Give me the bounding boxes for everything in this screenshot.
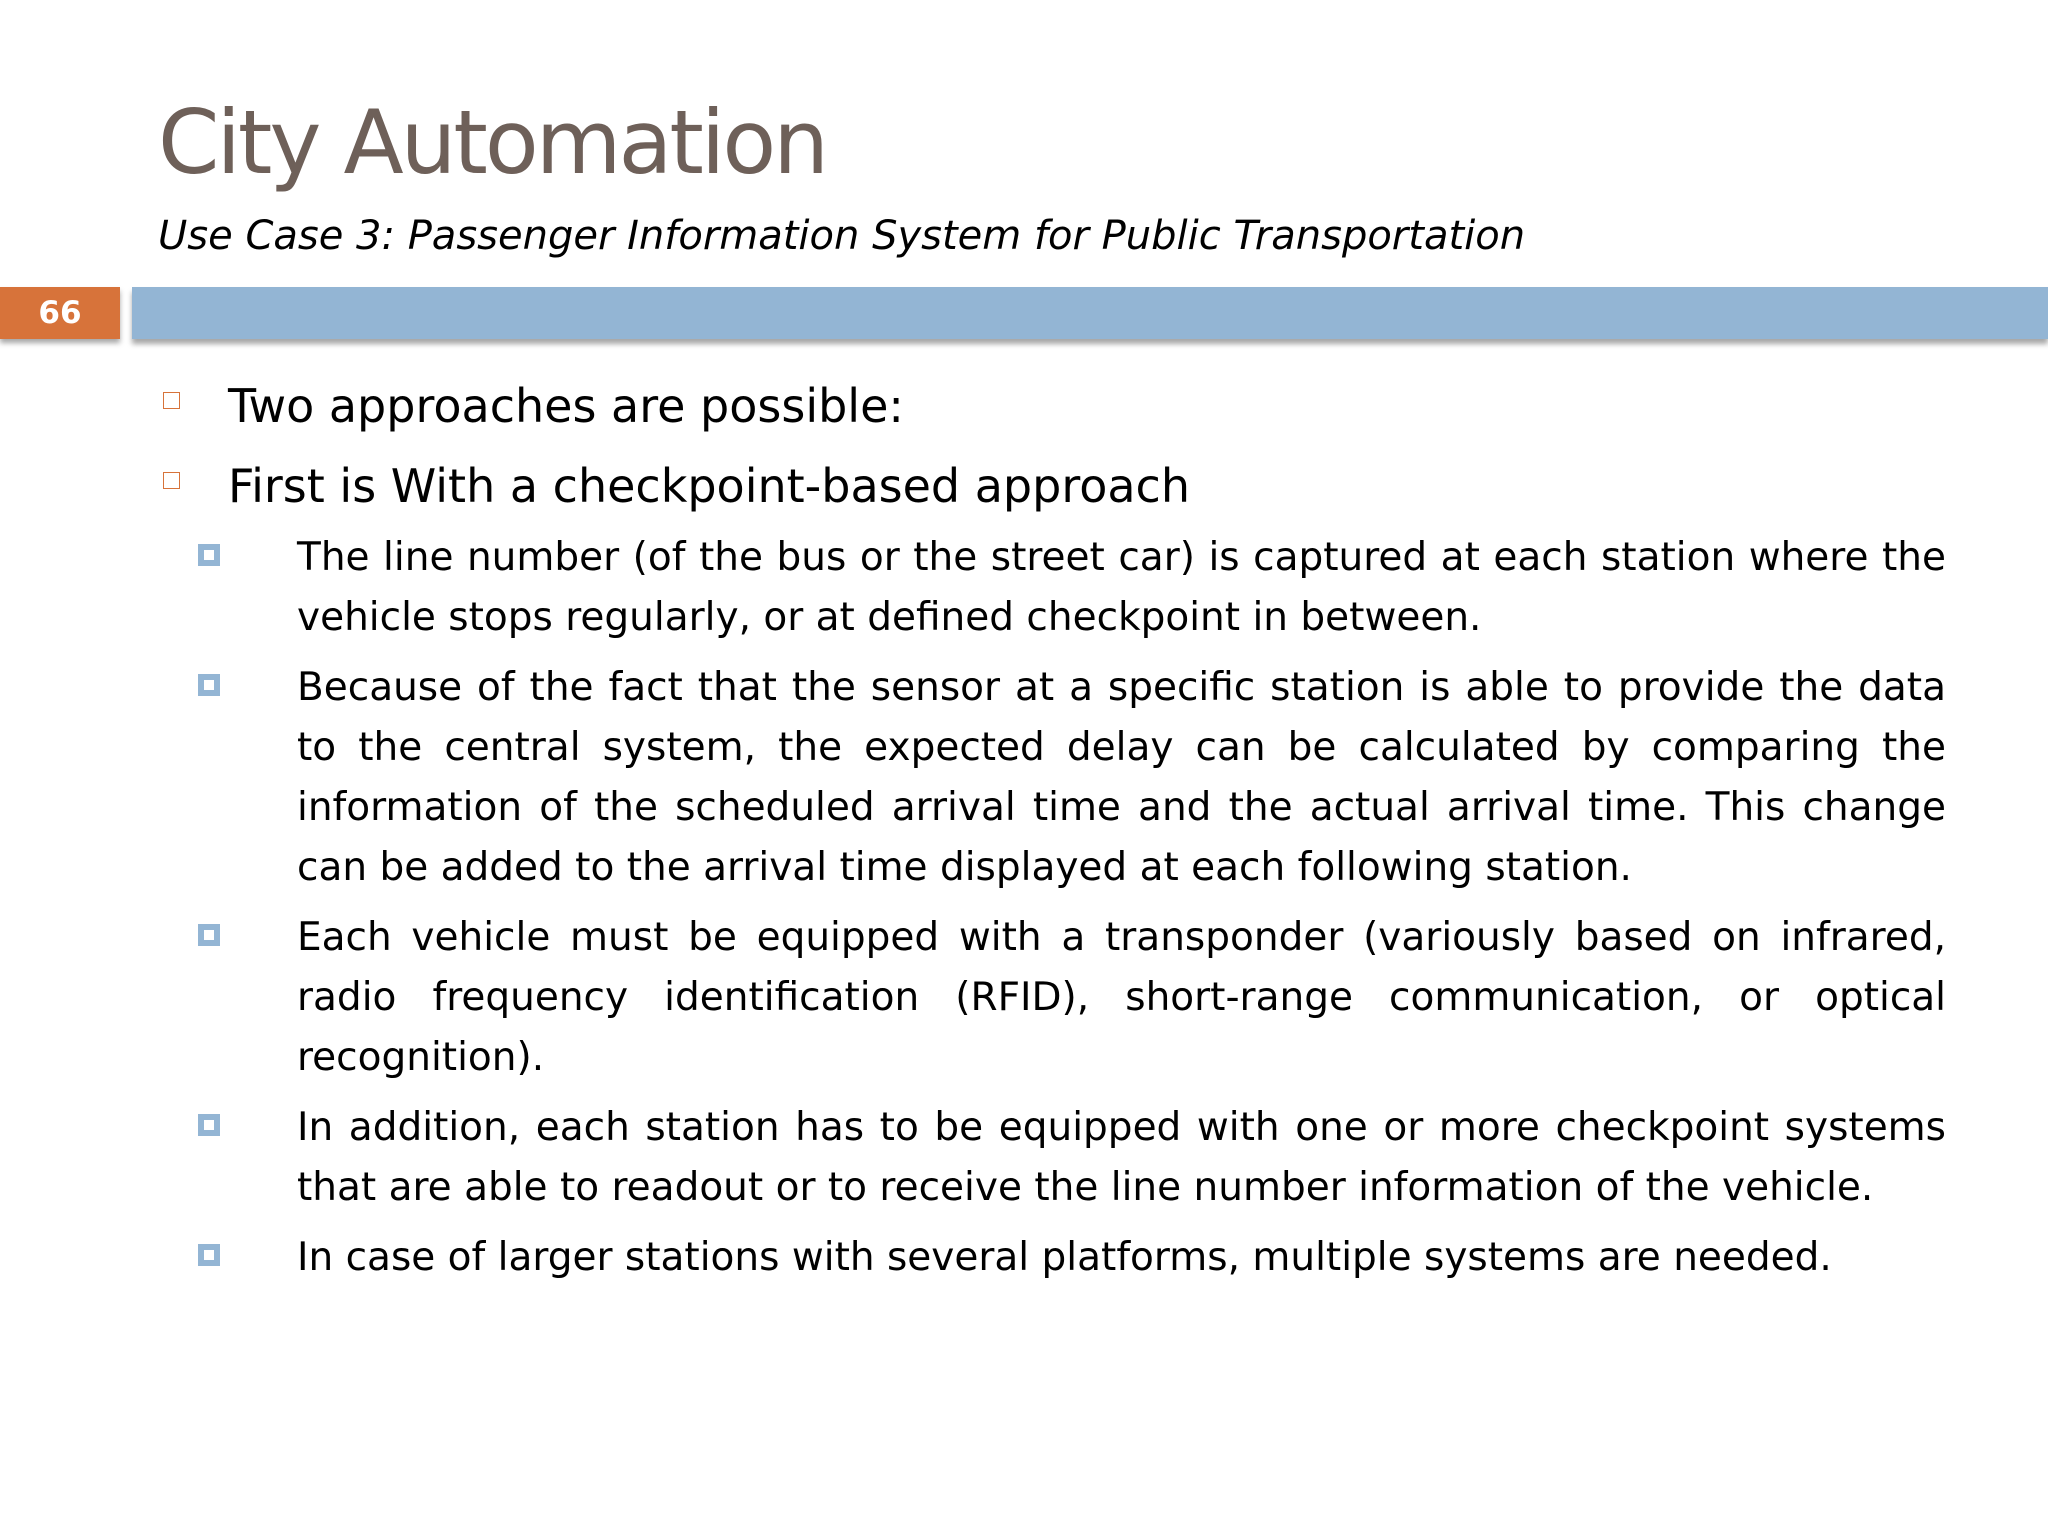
- page-number-badge: [0, 287, 120, 339]
- filled-square-bullet-icon: [198, 1114, 220, 1136]
- sub-list-item-text: Because of the fact that the sensor at a specific station is able to provide the data to the central system, the expected delay can be calculated by comparing the information of the scheduled arrival time and the actual arrival time. This change can be added to the arrival time displayed at each following station.: [297, 665, 1946, 890]
- list-item-text: Two approaches are possible:: [228, 379, 904, 433]
- sub-list-item-text: Each vehicle must be equipped with a transponder (variously based on infrared, radio frequency identification (RFID), short-range communication, or optical recognition).: [297, 915, 1946, 1080]
- filled-square-bullet-icon: [198, 674, 220, 696]
- slide-body: [158, 378, 1946, 1298]
- sub-list-item: [158, 1228, 1946, 1288]
- square-bullet-icon: [163, 392, 180, 409]
- list-item: [158, 458, 1946, 514]
- sub-list-item-text: The line number (of the bus or the street car) is captured at each station where the vehicle stops regularly, or at defined checkpoint in between.: [297, 535, 1946, 640]
- square-bullet-icon: [163, 472, 180, 489]
- sub-list-item-text: In case of larger stations with several platforms, multiple systems are needed.: [297, 1235, 1832, 1280]
- slide-subtitle: Use Case 3: Passenger Information System for Public Transportation: [158, 213, 1526, 259]
- filled-square-bullet-icon: [198, 924, 220, 946]
- filled-square-bullet-icon: [198, 544, 220, 566]
- page-number: 66: [38, 295, 82, 331]
- slide-title: City Automation: [158, 91, 826, 194]
- filled-square-bullet-icon: [198, 1244, 220, 1266]
- sub-list-item: [158, 1098, 1946, 1218]
- sub-list: [158, 528, 1946, 1288]
- sub-list-item: [158, 658, 1946, 898]
- sub-list-item: [158, 528, 1946, 648]
- header-band: [0, 287, 2048, 347]
- blue-divider-bar: [132, 287, 2048, 339]
- sub-list-item-text: In addition, each station has to be equipped with one or more checkpoint systems that are able to readout or to receive the line number information of the vehicle.: [297, 1105, 1946, 1210]
- list-item: [158, 378, 1946, 434]
- list-item-text: First is With a checkpoint-based approach: [228, 459, 1191, 513]
- sub-list-item: [158, 908, 1946, 1088]
